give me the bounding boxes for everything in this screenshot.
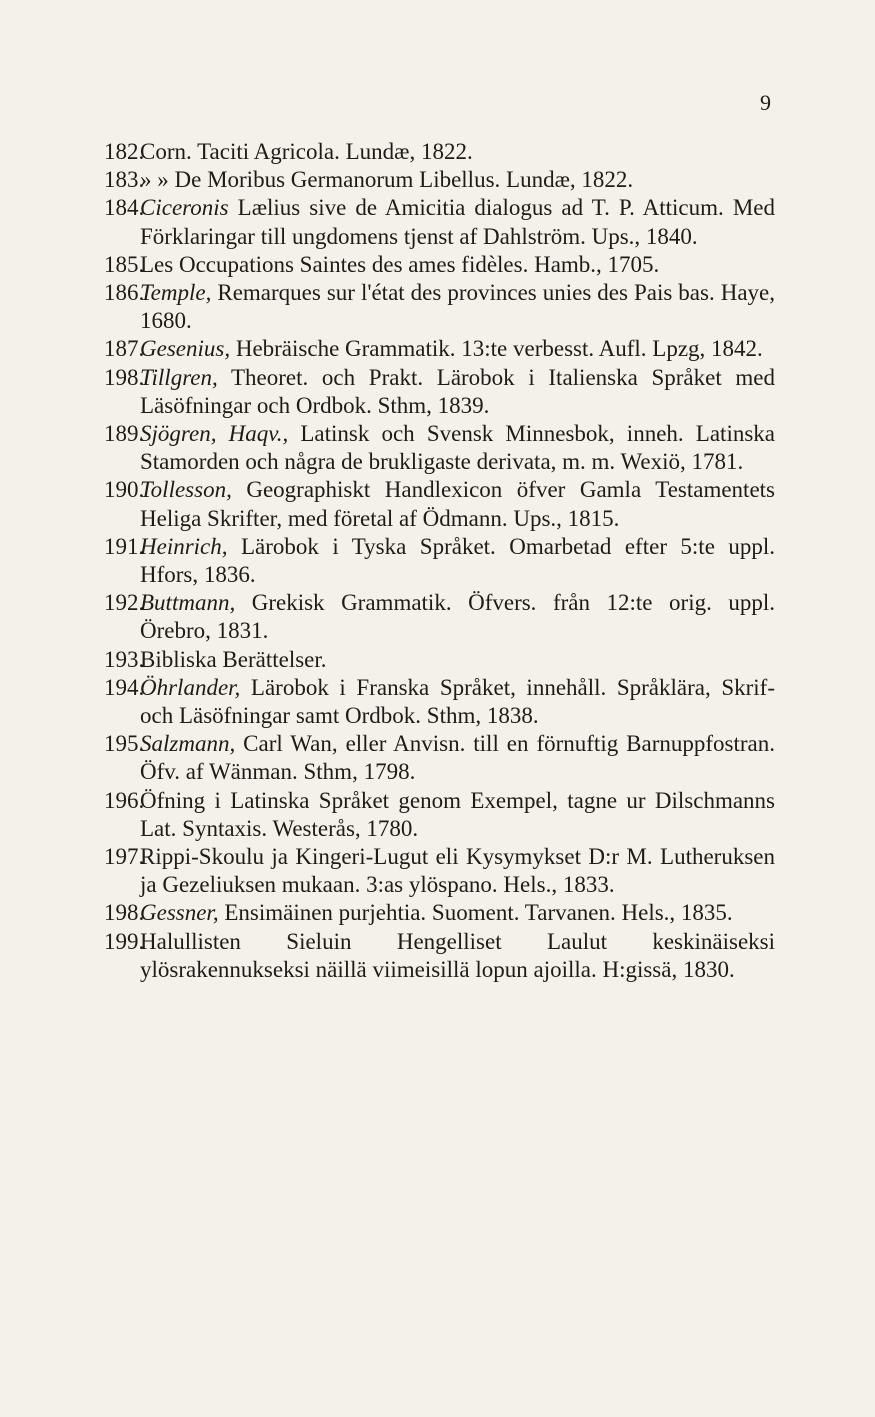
catalogue-entry bbox=[0, 589, 875, 645]
entry-author: Öhrlander, bbox=[140, 674, 241, 700]
entry-text: Rippi-Skoulu ja Kingeri-Lugut eli Kysymykset D:r M. Lutheruksen ja Gezeliuksen mukaan. 3:as ylöspano. Hels., 1833. bbox=[140, 844, 775, 898]
entry-author: Ciceronis bbox=[140, 195, 229, 221]
entry-text: Hebräische Grammatik. 13:te verbesst. Aufl. Lpzg, 1842. bbox=[230, 336, 763, 362]
entry-text: Les Occupations Saintes des ames fidèles. Hamb., 1705. bbox=[140, 251, 660, 277]
entry-text: Geographiskt Handlexicon öfver Gamla Testamentets Heliga Skrifter, med företal af Ödmann. Ups., 1815. bbox=[140, 477, 775, 531]
entry-text: Ensimäinen purjehtia. Suoment. Tarvanen. Hels., 1835. bbox=[218, 900, 733, 926]
entry-number: 187. bbox=[104, 336, 145, 362]
entry-number: 189. bbox=[104, 421, 145, 447]
catalogue-entry bbox=[0, 279, 875, 335]
entry-number: 190. bbox=[104, 477, 145, 503]
entry-text: Lärobok i Tyska Språket. Omarbetad efter 5:te uppl. Hfors, 1836. bbox=[140, 533, 775, 588]
catalogue-entry bbox=[0, 138, 875, 166]
entry-author: Gesenius, bbox=[140, 336, 231, 362]
entry-author: Heinrich, bbox=[140, 533, 228, 559]
entry-author: Sjögren, Haqv., bbox=[140, 421, 289, 447]
entry-author: Salzmann, bbox=[140, 731, 236, 757]
entry-number: 192. bbox=[104, 590, 145, 616]
entry-number: 195. bbox=[104, 731, 145, 757]
entry-text: Bibliska Berättelser. bbox=[140, 646, 327, 672]
entry-text: Theoret. och Prakt. Lärobok i Italienska Språket med Läsöfningar och Ordbok. Sthm, 1839. bbox=[140, 364, 775, 418]
entry-text: » » De Moribus Germanorum Libellus. Lundæ, 1822. bbox=[140, 167, 634, 193]
catalogue-entry bbox=[0, 928, 875, 984]
entry-number: 184. bbox=[104, 195, 145, 221]
entry-number: 183. bbox=[104, 167, 145, 193]
catalogue-entry bbox=[0, 194, 875, 250]
entry-number: 196. bbox=[104, 787, 145, 813]
entry-number: 194. bbox=[104, 674, 145, 700]
entry-author: Temple, bbox=[140, 280, 212, 306]
catalogue-entry bbox=[0, 899, 875, 927]
catalogue-entry bbox=[0, 533, 875, 589]
entry-text: Öfning i Latinska Språket genom Exempel, tagne ur Dilschmanns Lat. Syntaxis. Westerås, 1780. bbox=[140, 787, 775, 841]
catalogue-entry bbox=[0, 166, 875, 194]
page-number: 9 bbox=[760, 90, 771, 115]
entry-text: Remarques sur l'état des provinces unies des Pais bas. Haye, 1680. bbox=[140, 280, 775, 334]
catalogue-entry bbox=[0, 674, 875, 730]
catalogue-entry bbox=[0, 364, 875, 420]
entry-number: 198. bbox=[104, 364, 145, 390]
entry-author: Gessner, bbox=[140, 900, 219, 926]
entry-author: Tollesson, bbox=[140, 477, 232, 503]
entry-text: Lärobok i Franska Språket, innehåll. Språklära, Skrif- och Läsöfningar samt Ordbok. Sthm, 1838. bbox=[140, 674, 775, 729]
catalogue-list bbox=[0, 138, 875, 984]
entry-text: Corn. Taciti Agricola. Lundæ, 1822. bbox=[140, 139, 473, 164]
entry-number: 198. bbox=[104, 900, 145, 926]
entry-number: 193. bbox=[104, 646, 145, 672]
catalogue-entry bbox=[0, 476, 875, 532]
catalogue-entry bbox=[0, 646, 875, 674]
entry-author: Buttmann, bbox=[140, 590, 236, 616]
entry-author: Tillgren, bbox=[140, 364, 218, 390]
catalogue-entry bbox=[0, 335, 875, 363]
entry-number: 199. bbox=[104, 928, 145, 954]
entry-number: 191. bbox=[104, 533, 145, 559]
catalogue-entry bbox=[0, 843, 875, 899]
entry-number: 197. bbox=[104, 844, 145, 870]
entry-text: Carl Wan, eller Anvisn. till en förnuftig Barnuppfostran. Öfv. af Wänman. Sthm, 1798. bbox=[140, 731, 775, 785]
entry-text: Latinsk och Svensk Minnesbok, inneh. Latinska Stamorden och några de brukligaste derivata, m. m. Wexiö, 1781. bbox=[140, 421, 775, 475]
catalogue-entry bbox=[0, 251, 875, 279]
entry-text: Lælius sive de Amicitia dialogus ad T. P. Atticum. Med Förklaringar till ungdomens tjenst af Dahlström. Ups., 1840. bbox=[140, 195, 775, 249]
catalogue-entry bbox=[0, 787, 875, 843]
entry-number: 182. bbox=[104, 139, 145, 164]
catalogue-entry bbox=[0, 420, 875, 476]
entry-number: 185. bbox=[104, 251, 145, 277]
entry-number: 186. bbox=[104, 280, 145, 306]
catalogue-entry bbox=[0, 730, 875, 786]
entry-text: Grekisk Grammatik. Öfvers. från 12:te orig. uppl. Örebro, 1831. bbox=[140, 590, 775, 644]
entry-text: Halullisten Sieluin Hengelliset Laulut keskinäiseksi ylösrakennukseksi näillä viimeisillä lopun ajoilla. H:gissä, 1830. bbox=[140, 928, 775, 982]
